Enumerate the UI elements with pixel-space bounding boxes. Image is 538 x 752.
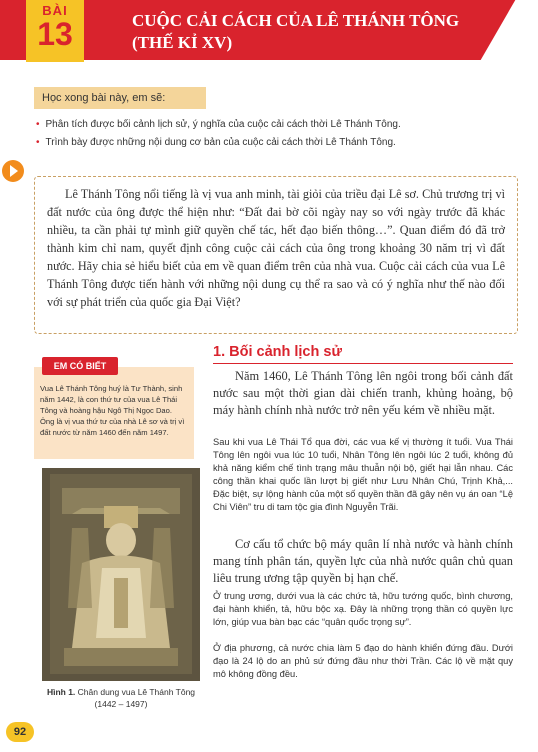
figure-caption [38, 686, 204, 710]
figure-years: (1442 – 1497) [94, 699, 148, 709]
lesson-number: 13 [37, 16, 73, 52]
section-divider [213, 363, 513, 364]
king-portrait-illustration [42, 468, 200, 681]
figure-label: Hình 1. [46, 687, 76, 697]
section-para-4: Ở trung ương, dưới vua là các chức tả, hữu tướng quốc, bình chương, đại hành khiển, tả, hữu bộc xạ. Đây là những trọng thần có quyền lực lớn, giúp vua bàn bạc các “quân quốc trọng sự”. [213, 591, 513, 627]
section-para-2: Sau khi vua Lê Thái Tổ qua đời, các vua kế vị thường ít tuổi. Vua Thái Tông lên ngôi vua lúc 10 tuổi, Nhân Tông lên ngôi lúc 2 tuổi, không đủ khả năng kiểm chế tình trạng mâu thuẫn nội bộ, giết hại lẫn nhau. Các công thần khai quốc lần lượt bị giết như Lưu Nhân Chú, Trịnh Khả,... Đặc biệt, sự lộng hành của một số quyền thần đã gây nên vụ án oan “Lệ Chi Viên” tru di tam tộc gia đình Nguyễn Trãi. [213, 437, 513, 512]
lesson-title [132, 10, 522, 54]
goal-item: • Trình bày được những nội dung cơ bản của cuộc cải cách thời Lê Thánh Tông. [36, 137, 396, 148]
bullet-icon: • [36, 119, 40, 130]
intro-box [34, 176, 518, 334]
lesson-label: BÀI [42, 3, 68, 18]
lesson-number-badge [26, 0, 84, 62]
page-number: 92 [6, 722, 34, 742]
intro-text: Lê Thánh Tông nổi tiếng là vị vua anh minh, tài giỏi của triều đại Lê sơ. Chủ trương trị vì đất nước của ông được thể hiện như: “Đất đai bờ cõi ngày nay so với ngày trước đã khác nhiều, ta cần phải tự mình giữ quyền chế tác, hết đạo biến thông…”. Quan điểm đó đã trở thành kim chỉ nam, quyết định công cuộc cải cách của ông trong khoảng 30 năm trị vì đất nước. Hãy chia sẻ hiểu biết của em về quan điểm trên của nhà vua. Cuộc cải cách của vua Lê Thánh Tông được tiến hành với những nội dung cụ thể ra sao và có ý nghĩa như thế nào đối với sự phát triển của quốc gia Đại Việt? [47, 187, 505, 309]
goals-heading: Học xong bài này, em sẽ: [34, 87, 206, 109]
section-title: 1. Bối cảnh lịch sử [213, 344, 342, 360]
did-you-know-heading: EM CÓ BIẾT [42, 357, 118, 375]
figure-caption-text: Chân dung vua Lê Thánh Tông [77, 687, 196, 697]
lesson-title-line2: (THẾ KỈ XV) [132, 33, 233, 52]
section-para-3: Cơ cấu tổ chức bộ máy quân lí nhà nước và hành chính mang tính phân tán, quyền lực của nhà nước quân chủ quan liêu trung ương tập quyền bị hạn chế. [213, 537, 513, 585]
lesson-title-line1: CUỘC CẢI CÁCH CỦA LÊ THÁNH TÔNG [132, 11, 460, 30]
portrait-image [42, 468, 200, 681]
did-you-know-text: Vua Lê Thánh Tông huý là Tư Thành, sinh năm 1442, là con thứ tư của vua Lê Thái Tông và hoàng hậu Ngô Thị Ngọc Dao. Ông là vị vua thứ tư của nhà Lê sơ và trị vì đất nước từ năm 1460 đến năm 1497. [40, 384, 185, 437]
goal-item: • Phân tích được bối cảnh lịch sử, ý nghĩa của cuộc cải cách thời Lê Thánh Tông. [36, 119, 401, 130]
section-para-1: Năm 1460, Lê Thánh Tông lên ngôi trong bối cảnh đất nước sau một thời gian dài chiến tranh, khủng hoảng, bộ máy hành chính nhà nước trở nên yếu kém về nhiều mặt. [213, 369, 513, 417]
did-you-know-box [34, 367, 194, 459]
play-icon [2, 160, 24, 182]
bullet-icon: • [36, 137, 40, 148]
section-para-5: Ở địa phương, cả nước chia làm 5 đạo do hành khiển đứng đầu. Dưới đạo là 24 lộ do an phủ sứ đứng đầu như thời Trần. Các lộ về mặt quy mô không đồng đều. [213, 643, 513, 679]
